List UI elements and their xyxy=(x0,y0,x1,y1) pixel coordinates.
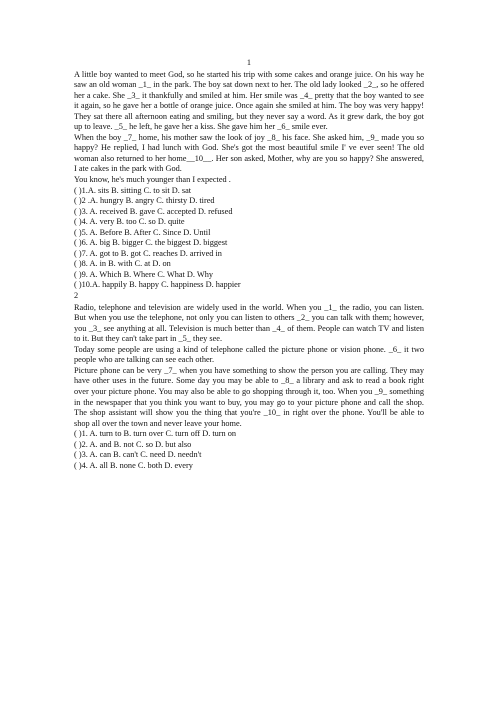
section-number: 2 xyxy=(74,291,79,301)
question-item: ( )1. A. turn to B. turn over C. turn off D. turn on xyxy=(74,429,237,439)
question-item: ( )2. A. and B. not C. so D. but also xyxy=(74,439,192,449)
passage-paragraph: A little boy wanted to meet God, so he started his trip with some cakes and orange juice. On his way he saw an old woman _1_ in the park. The boy sat down next to her. The old lady looked _2_, so he offered her a cake. She _3_ it thankfully and smiled at him. Her smile was _4_ pretty that the boy wanted to see it again, so he gave her a bottle of orange juice. Once again she smiled at him. The boy was very happy! They sat there all afternoon eating and smiling, but they never say a word. As it grew dark, the boy got up to leave. _5_ he left, he gave her a kiss. She gave him her _6_ smile ever. xyxy=(74,69,424,132)
question-item: ( )3. A. can B. can't C. need D. needn't xyxy=(74,450,202,460)
document-page xyxy=(74,58,424,471)
passage-paragraph: Radio, telephone and television are widely used in the world. When you _1_ the radio, you can listen. But when you use the telephone, not only you can listen to others _2_ you can talk with them; however, you _3_ see anything at all. Television is much better than _4_ of them. People can watch TV and listen to it. But they can't take part in _5_ they see. xyxy=(74,302,424,344)
section-number: 1 xyxy=(246,58,252,67)
passage-paragraph: Picture phone can be very _7_ when you have something to show the person you are calling. They may have other uses in the future. Some day you may be able to _8_ a library and ask to read a book right over your picture phone. You may also be able to go shopping through it, too. When you _9_ something in the newspaper that you think you want to buy, you may go to your picture phone and call the shop. The shop assistant will show you the thing that you're _10_ in right over the phone. You'll be able to shop all over the town and never leave your home. xyxy=(74,365,424,428)
question-item: ( )7. A. got to B. got C. reaches D. arrived in xyxy=(74,248,222,258)
passage-closing: You know, he's much younger than I expected . xyxy=(74,175,231,185)
question-item: ( )2 .A. hungry B. angry C. thirsty D. tired xyxy=(74,196,215,206)
passage-paragraph: When the boy _7_ home, his mother saw the look of joy _8_ his face. She asked him, _9_ made you so happy? He replied, I had lunch with God. She's got the most beautiful smile I' ve ever seen! The old woman also returned to her home__10__. Her son asked, Mother, why are you so happy? She answered, I ate cakes in the park with God. xyxy=(74,132,424,174)
passage-paragraph: Today some people are using a kind of telephone called the picture phone or vision phone. _6_ it two people who are talking can see each other. xyxy=(74,344,424,365)
question-item: ( )9. A. Which B. Where C. What D. Why xyxy=(74,269,214,279)
question-item: ( )10.A. happily B. happy C. happiness D. happier xyxy=(74,280,241,290)
question-item: ( )4. A. all B. none C. both D. every xyxy=(74,460,193,470)
question-item: ( )8. A. in B. with C. at D. on xyxy=(74,259,171,269)
question-item: ( )5. A. Before B. After C. Since D. Until xyxy=(74,227,211,237)
question-item: ( )6. A. big B. bigger C. the biggest D. biggest xyxy=(74,238,228,248)
question-item: ( )4. A. very B. too C. so D. quite xyxy=(74,217,185,227)
question-item: ( )3. A. received B. gave C. accepted D. refused xyxy=(74,206,233,216)
question-item: ( )1.A. sits B. sitting C. to sit D. sat xyxy=(74,185,192,195)
